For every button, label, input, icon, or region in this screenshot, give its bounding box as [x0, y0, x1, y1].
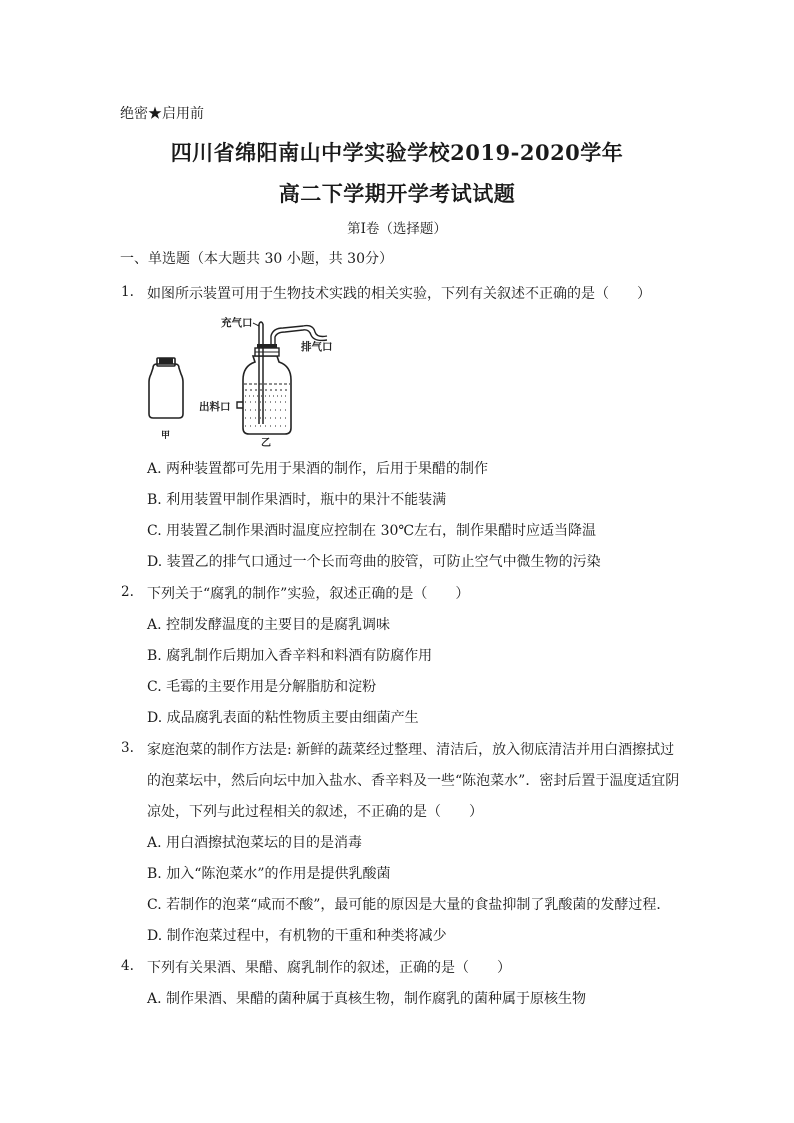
question-3-text-line-2: 的泡菜坛中，然后向坛中加入盐水、香辛料及一些“陈泡菜水”．密封后置于温度适宜阴	[147, 773, 680, 789]
question-2-option-b: B. 腐乳制作后期加入香辛料和料酒有防腐作用	[147, 648, 433, 664]
question-3-option-c: C. 若制作的泡菜“咸而不酸”，最可能的原因是大量的食盐抑制了乳酸菌的发酵过程．	[147, 897, 671, 913]
question-3-text-line-1: 家庭泡菜的制作方法是: 新鲜的蔬菜经过整理、清洁后，放入彻底清洁并用白酒擦拭过	[147, 742, 675, 758]
question-1-option-c: C. 用装置乙制作果酒时温度应控制在 30℃左右，制作果醋时应适当降温	[147, 523, 597, 539]
question-1-option-a: A. 两种装置都可先用于果酒的制作，后用于果醋的制作	[147, 461, 489, 477]
question-3-option-a: A. 用白酒擦拭泡菜坛的目的是消毒	[147, 835, 363, 851]
question-2-option-c: C. 毛霉的主要作用是分解脂肪和淀粉	[147, 679, 377, 695]
label-yi: 乙	[261, 438, 271, 448]
question-3-option-d: D. 制作泡菜过程中，有机物的干重和种类将减少	[147, 928, 447, 944]
label-inlet: 充气口	[221, 317, 253, 329]
fermentation-apparatus-figure	[143, 306, 373, 448]
question-4-text: 下列有关果酒、果醋、腐乳制作的叙述，正确的是（ ）	[147, 960, 511, 976]
question-2-option-a: A. 控制发酵温度的主要目的是腐乳调味	[147, 617, 391, 633]
inlet-tube	[259, 322, 263, 424]
label-exhaust: 排气口	[301, 341, 333, 353]
question-1-number: 1.	[121, 284, 134, 300]
bottle-yi	[243, 356, 291, 434]
exam-title-line-2: 高二下学期开学考试试题	[278, 181, 516, 206]
question-1-option-d: D. 装置乙的排气口通过一个长而弯曲的胶管，可防止空气中微生物的污染	[147, 554, 601, 570]
question-1-option-b: B. 利用装置甲制作果酒时，瓶中的果汁不能装满	[147, 492, 447, 508]
question-2-text: 下列关于“腐乳的制作”实验，叙述正确的是（ ）	[147, 586, 470, 602]
question-3-option-b: B. 加入“陈泡菜水”的作用是提供乳酸菌	[147, 866, 391, 882]
bottle-jia-cap	[159, 358, 173, 364]
question-3-text-line-3: 凉处，下列与此过程相关的叙述，不正确的是（ ）	[147, 804, 483, 820]
bottle-jia	[149, 358, 183, 418]
liquid-level	[244, 384, 290, 426]
label-outlet: 出料口	[199, 401, 231, 413]
question-2-option-d: D. 成品腐乳表面的粘性物质主要由细菌产生	[147, 710, 419, 726]
question-4-option-a: A. 制作果酒、果醋的菌种属于真核生物，制作腐乳的菌种属于原核生物	[147, 991, 587, 1007]
volume-heading: 第Ⅰ卷（选择题）	[347, 221, 447, 237]
section-heading: 一、单选题（本大题共 30 小题，共 30分）	[120, 251, 393, 267]
confidential-label: 绝密★启用前	[120, 106, 204, 122]
outlet-port	[237, 402, 243, 408]
label-jia: 甲	[161, 431, 171, 441]
question-2-number: 2.	[121, 584, 134, 600]
exam-title-line-1: 四川省绵阳南山中学实验学校2019-2020学年	[170, 140, 624, 165]
question-1-text: 如图所示装置可用于生物技术实践的相关实验，下列有关叙述不正确的是（ ）	[147, 286, 651, 302]
question-4-number: 4.	[121, 958, 134, 974]
question-3-number: 3.	[121, 740, 134, 756]
